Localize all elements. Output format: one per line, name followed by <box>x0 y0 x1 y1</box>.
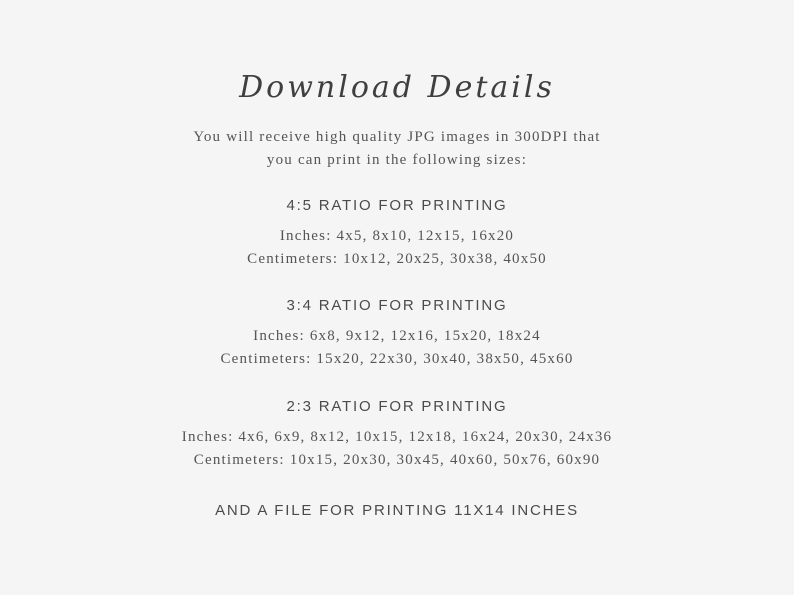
bonus-file-note: AND A FILE FOR PRINTING 11X14 INCHES <box>215 502 579 519</box>
centimeter-sizes: Centimeters: 10x15, 20x30, 30x45, 40x60, 50x76, 60x90 <box>193 452 601 468</box>
ratio-heading: 2:3 RATIO FOR PRINTING <box>286 398 508 415</box>
intro-line-2: you can print in the following sizes: <box>266 152 528 168</box>
inches-sizes: Inches: 6x8, 9x12, 12x16, 15x20, 18x24 <box>253 328 541 344</box>
centimeter-sizes: Centimeters: 10x12, 20x25, 30x38, 40x50 <box>247 251 547 267</box>
inches-sizes: Inches: 4x6, 6x9, 8x12, 10x15, 12x18, 16x24, 20x30, 24x36 <box>181 429 613 445</box>
intro-line-1: You will receive high quality JPG images in 300DPI that <box>193 129 601 145</box>
ratio-heading: 4:5 RATIO FOR PRINTING <box>286 197 508 214</box>
inches-sizes: Inches: 4x5, 8x10, 12x15, 16x20 <box>279 228 515 244</box>
ratio-section-2-3 <box>0 397 794 472</box>
intro-text <box>0 126 794 172</box>
ratio-section-3-4 <box>0 296 794 371</box>
ratio-section-4-5 <box>0 196 794 271</box>
ratio-heading: 3:4 RATIO FOR PRINTING <box>286 297 508 314</box>
page-title: Download Details <box>239 70 555 105</box>
centimeter-sizes: Centimeters: 15x20, 22x30, 30x40, 38x50, 45x60 <box>220 351 574 367</box>
